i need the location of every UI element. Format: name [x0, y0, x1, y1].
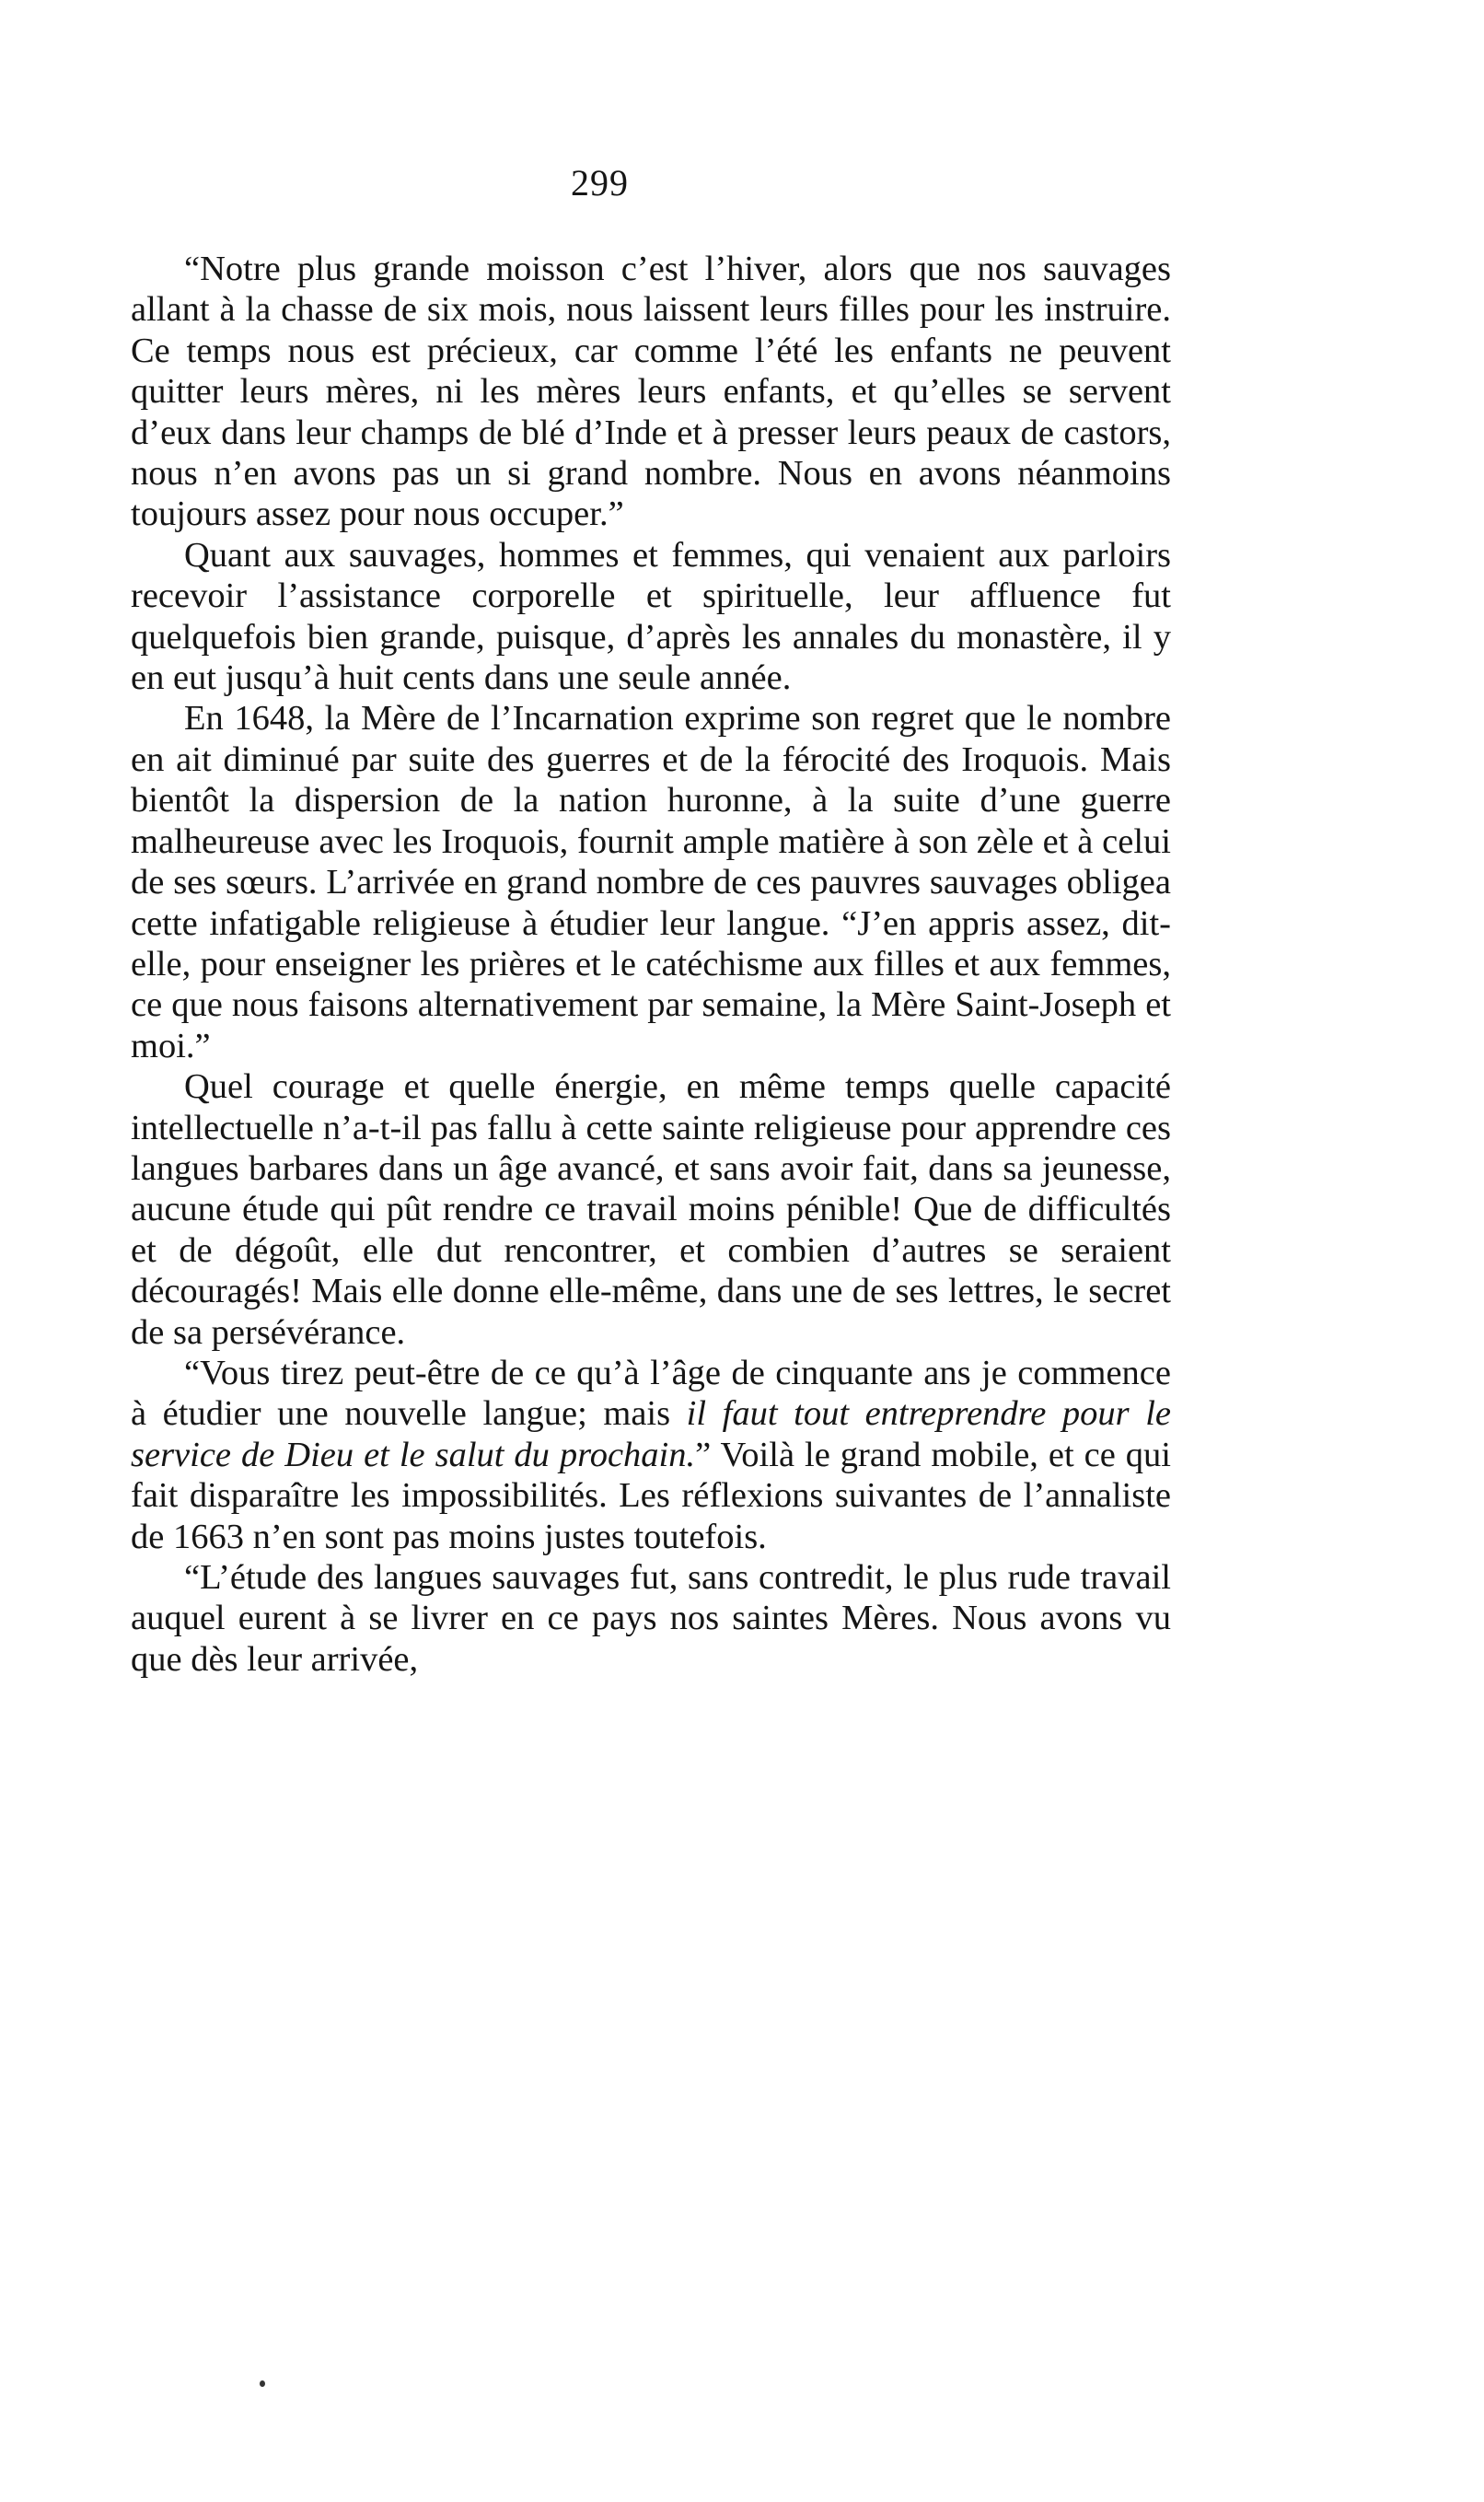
paragraph-language-study: “L’étude des langues sauvages fut, sans contredit, le plus rude travail auquel eurent à se livrer en ce pays nos saintes Mères. Nous avons vu que dès leur arrivée, — [131, 1558, 1171, 1679]
quote-text-before: “Vous tirez peut-être de ce qu’à l’âge de cinquante ans je commence à étudier une nouvelle langue; mais — [131, 1353, 1171, 1434]
quote-text-after: ” Voilà le grand mobile, et ce qui fait disparaître les impossibilités. Les réflexions suivantes de l’annaliste de 1663 n’en sont pas moins justes toutefois. — [131, 1435, 1171, 1556]
paragraph-parlor-visitors: Quant aux sauvages, hommes et femmes, qui venaient aux parloirs recevoir l’assistance corporelle et spirituelle, leur affluence fut quelquefois bien grande, puisque, d’après les annales du monastère, il y en eut jusqu’à huit cents dans une seule année. — [131, 535, 1171, 698]
paragraph-1648-huron-dispersion: En 1648, la Mère de l’Incarnation exprime son regret que le nombre en ait diminué par suite des guerres et de la férocité des Iroquois. Mais bientôt la dispersion de la nation huronne, à la suite d’une guerre malheureuse avec les Iroquois, fournit ample matière à son zèle et à celui de ses sœurs. L’arrivée en grand nombre de ces pauvres sauvages obligea cette infatigable religieuse à étudier leur langue. “J’en appris assez, dit-elle, pour enseigner les prières et le catéchisme aux filles et aux femmes, ce que nous faisons alternativement par semaine, la Mère Saint-Joseph et moi.” — [131, 699, 1171, 1065]
ink-speck — [260, 2380, 265, 2387]
paragraph-courage-energy: Quel courage et quelle énergie, en même temps quelle capacité intellectuelle n’a-t-il pas fallu à cette sainte religieuse pour apprendre ces langues barbares dans un âge avancé, et sans avoir fait, dans sa jeunesse, aucune étude qui pût rendre ce travail moins pénible! Que de difficultés et de dégoût, elle dut rencontrer, et combien d’autres se seraient découragés! Mais elle donne elle-même, dans une de ses lettres, le secret de sa persévérance. — [131, 1067, 1171, 1352]
page-number: 299 — [571, 162, 629, 204]
quote-text-italic: il faut tout entreprendre pour le service de Dieu et le salut du prochain. — [131, 1394, 1171, 1474]
body-text — [131, 249, 1171, 1680]
paragraph-fifty-years-quote — [131, 1353, 1171, 1557]
paragraph-harvest-winter: “Notre plus grande moisson c’est l’hiver, alors que nos sauvages allant à la chasse de six mois, nous laissent leurs filles pour les instruire. Ce temps nous est précieux, car comme l’été les enfants ne peuvent quitter leurs mères, ni les mères leurs enfants, et qu’elles se servent d’eux dans leur champs de blé d’Inde et à presser leurs peaux de castors, nous n’en avons pas un si grand nombre. Nous en avons néanmoins toujours assez pour nous occuper.” — [131, 250, 1171, 534]
